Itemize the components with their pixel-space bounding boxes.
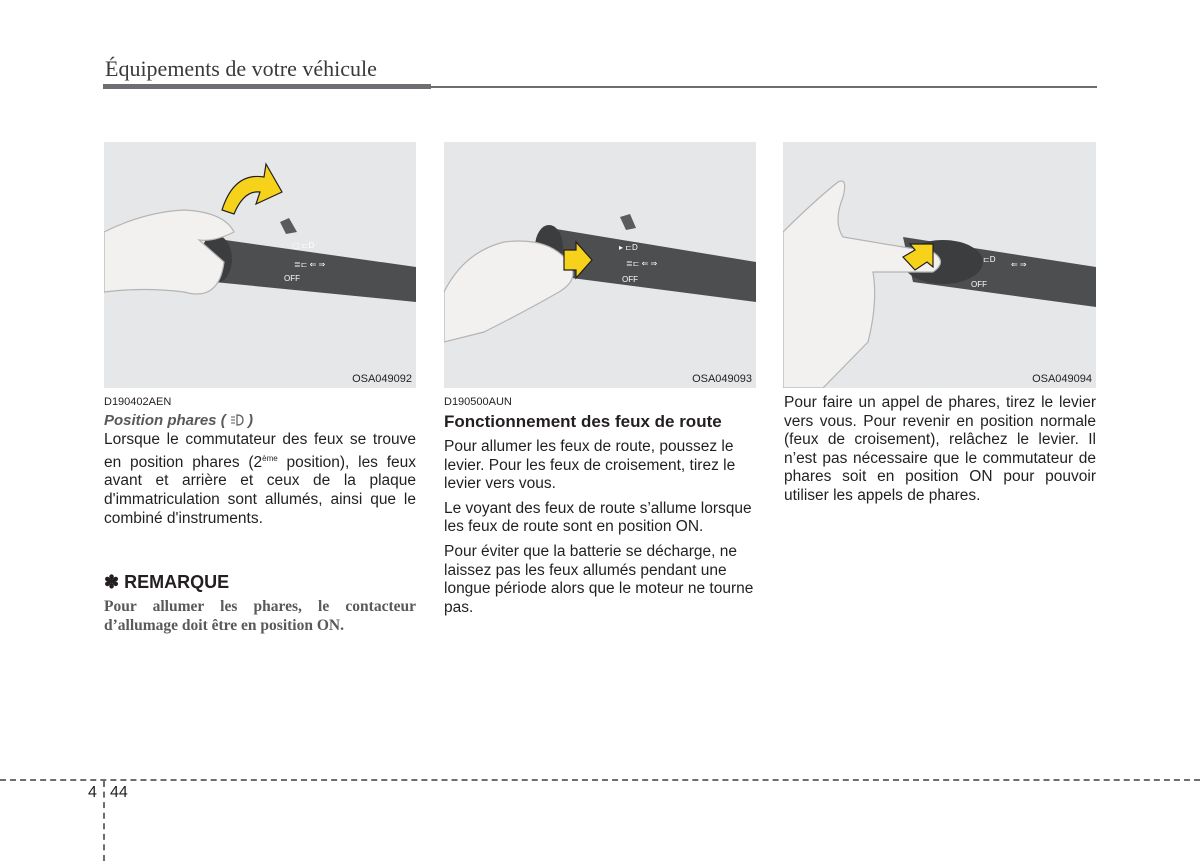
svg-text:▢ ⊏D: ▢ ⊏D — [292, 241, 315, 250]
chapter-number: 4 — [88, 784, 97, 801]
page-header-title: Équipements de votre véhicule — [105, 56, 377, 81]
lever-rotate-illustration — [104, 142, 416, 388]
svg-text:OFF: OFF — [971, 280, 987, 289]
figure-headlight-rotate — [104, 142, 416, 388]
subheading-position-phares — [104, 412, 416, 429]
figure-lever-pull — [783, 142, 1096, 388]
section-reference: D190402AEN — [104, 396, 172, 408]
svg-text:⇐ ⇒: ⇐ ⇒ — [1011, 260, 1027, 269]
subheading-close: ) — [248, 412, 254, 429]
paragraph: Pour éviter que la batterie se décharge, ne laissez pas les feux allumés pendant une longue période alors que le moteur ne tourne pas. — [444, 542, 754, 616]
svg-text:▸ ⊏D: ▸ ⊏D — [619, 243, 638, 252]
note-body: Pour allumer les phares, le contacteur d’allumage doit être en position ON. — [104, 598, 416, 635]
column-high-beam — [444, 396, 756, 623]
footer-vertical-rule — [103, 781, 105, 861]
svg-text:⊏D: ⊏D — [983, 255, 996, 264]
headlight-icon — [230, 414, 244, 426]
page-number: 44 — [110, 784, 128, 801]
header-rule-thick — [103, 84, 431, 89]
svg-text:≣⊏ ⇐ ⇒: ≣⊏ ⇐ ⇒ — [626, 259, 658, 268]
lever-pull-illustration — [783, 142, 1096, 388]
note-title: ✽ REMARQUE — [104, 572, 230, 593]
figure-code: OSA049093 — [692, 373, 752, 385]
svg-text:OFF: OFF — [622, 275, 638, 284]
column-flash-to-pass — [784, 394, 1096, 512]
subheading-text: Position phares ( — [104, 412, 226, 429]
footer-rule — [0, 779, 1200, 781]
column-headlight-position — [104, 396, 416, 635]
high-beam-heading: Fonctionnement des feux de route — [444, 412, 722, 431]
svg-text:OFF: OFF — [284, 274, 300, 283]
lever-push-illustration — [444, 142, 756, 388]
headlight-position-paragraph: Lorsque le commutateur des feux se trouve en position phares (2ème position), les feux avant et arrière et ceux de la plaque d'immatriculation sont allumés, ainsi que le combiné d'instruments. — [104, 431, 416, 527]
paragraph: Pour allumer les feux de route, poussez le levier. Pour les feux de croisement, tirez le levier vers vous. — [444, 438, 736, 493]
figure-code: OSA049092 — [352, 373, 412, 385]
figure-code: OSA049094 — [1032, 373, 1092, 385]
flash-to-pass-paragraph: Pour faire un appel de phares, tirez le levier vers vous. Pour revenir en position normale (feux de croisement), relâchez le levier. Il n’est pas nécessaire que le commutateur de phares soit en position ON pour pouvoir utiliser les appels de phares. — [784, 394, 1096, 504]
header-rule-thin — [431, 86, 1097, 88]
paragraph: Le voyant des feux de route s’allume lorsque les feux de route sont en position ON. — [444, 499, 752, 536]
svg-text:≣⊏ ⇐ ⇒: ≣⊏ ⇐ ⇒ — [294, 260, 326, 269]
section-reference: D190500AUN — [444, 396, 512, 408]
figure-lever-push — [444, 142, 756, 388]
